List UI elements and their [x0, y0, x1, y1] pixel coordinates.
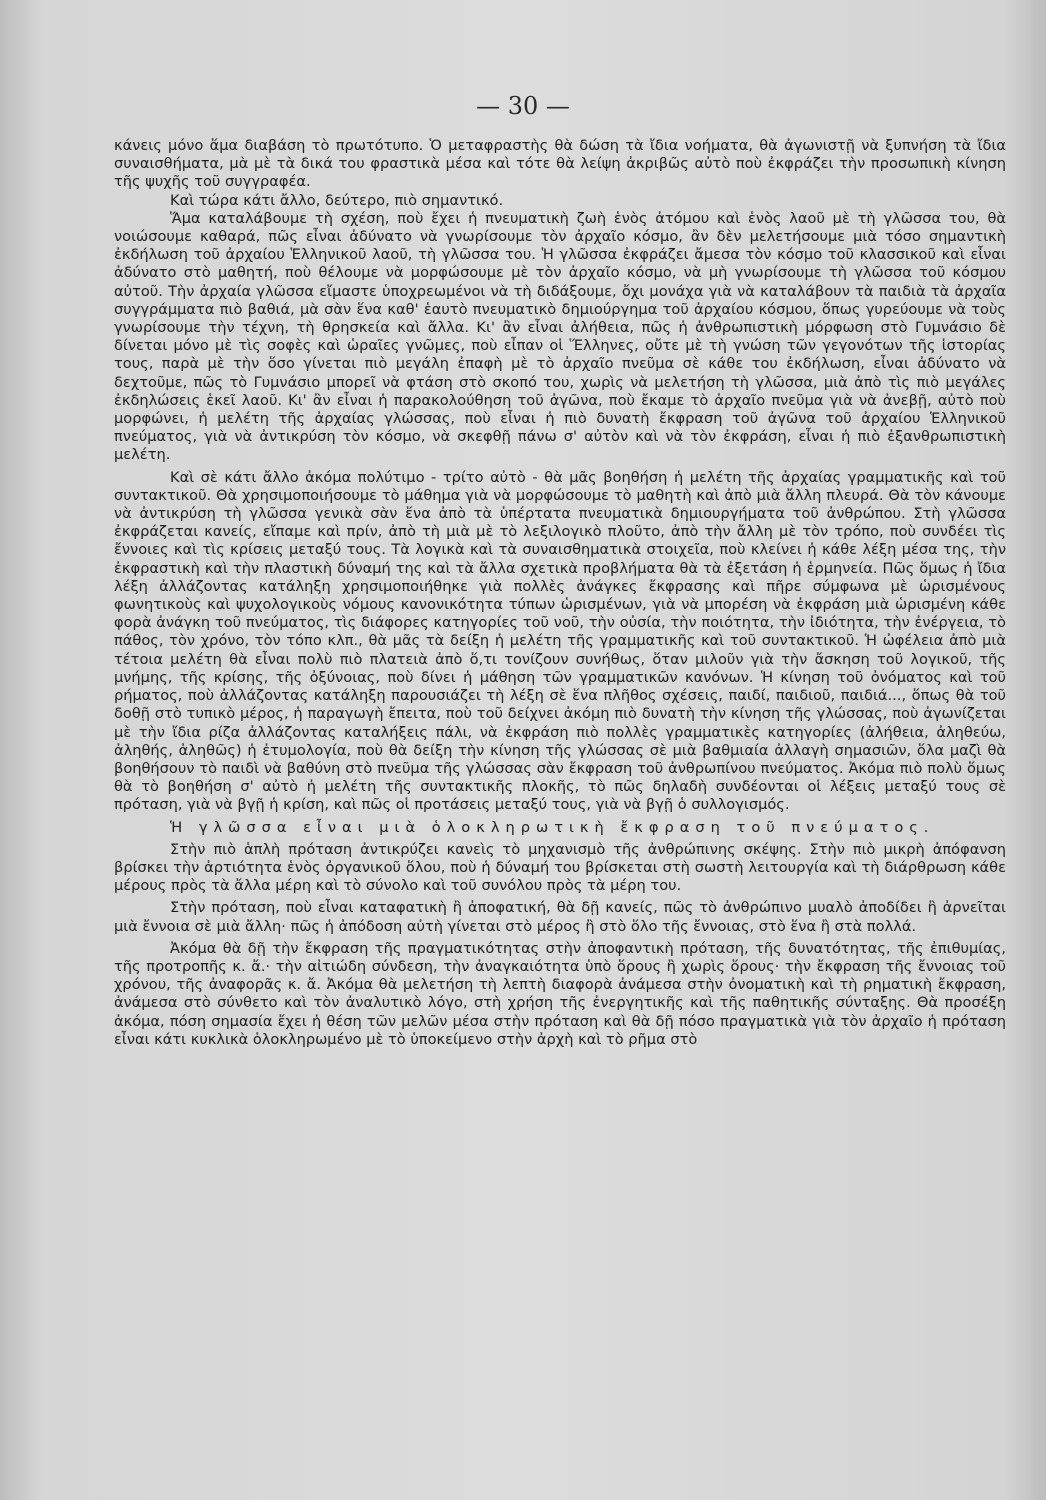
paragraph-second-point: Καὶ τώρα κάτι ἄλλο, δεύτερο, πιὸ σημαντικό.	[170, 191, 504, 209]
text-body	[114, 137, 1006, 1049]
paragraph-simple-sentence: Στὴν πιὸ ἁπλὴ πρόταση ἀντικρύζει κανεὶς τὸ μηχανισμὸ τῆς ἀνθρώπινης σκέψης. Στὴν πιὸ μικρὴ ἀπόφανση βρίσκει τὴν ἀρτιότητα ἑνὸς ὀργανικοῦ ὅλου, ποὺ ἡ δύναμή του βρίσκεται στὴ σωστὴ λειτουργία καὶ τὴ διάρθρωση κάθε μέρους πρὸς τὰ ἄλλα μέρη καὶ τὸ σύνολο καὶ τοῦ συνόλου πρὸς τὰ μέρη του.	[114, 840, 1006, 895]
paragraph-expression-of-reality: Ἀκόμα θὰ δῇ τὴν ἔκφραση τῆς πραγματικότητας στὴν ἀποφαντικὴ πρόταση, τῆς δυνατότητας, τῆς ἐπιθυμίας, τῆς προτροπῆς κ. ἄ.· τὴν αἰτιώδη σύνδεση, τὴν ἀναγκαιότητα ὑπὸ ὅρους ἢ χωρὶς ὅρους· τὴν ἔκφραση τῆς ἔννοιας τοῦ χρόνου, τῆς ἀναφορᾶς κ. ἄ. Ἀκόμα θὰ μελετήση τὴ λεπτὴ διαφορὰ ἀνάμεσα στὴν ὀνοματικὴ καὶ τὴ ρηματικὴ ἔκφραση, ἀνάμεσα στὸ σύνθετο καὶ τὸν ἀναλυτικὸ λόγο, στὴ χρήση τῆς ἐνεργητικῆς καὶ τῆς παθητικῆς σύνταξης. Θὰ προσέξη ἀκόμα, πόση σημασία ἔχει ἡ θέση τῶν μελῶν μέσα στὴν πρόταση καὶ θὰ δῇ πόσο πραγματικὰ γιὰ τὸν ἀρχαῖο ἡ πρόταση εἶναι κάτι κυκλικὰ ὁλοκληρωμένο μὲ τὸ ὑποκείμενο στὴν ἀρχὴ καὶ τὸ ρῆμα στὸ	[114, 939, 1006, 1048]
page-number: — 30 —	[476, 92, 570, 120]
paragraph-heading-statement: Ἡ γλῶσσα εἶναι μιὰ ὁλοκληρωτικὴ ἔκφραση τοῦ πνεύματος.	[170, 818, 935, 836]
paragraph-grammar-study: Καὶ σὲ κάτι ἄλλο ἀκόμα πολύτιμο - τρίτο αὐτὸ - θὰ μᾶς βοηθήση ἡ μελέτη τῆς ἀρχαίας γραμματικῆς καὶ τοῦ συντακτικοῦ. Θὰ χρησιμοποιήσουμε τὸ μάθημα γιὰ νὰ μορφώσουμε τὸ μαθητὴ καὶ ἀπὸ μιὰ ἄλλη πλευρά. Θὰ τὸν κάνουμε νὰ ἀντικρύση τὴ γλῶσσα γενικὰ σὰν ἕνα ἀπὸ τὰ ὑπέρτατα πνευματικὰ δημιουργήματα τοῦ ἀνθρώπου. Στὴ γλῶσσα ἐκφράζεται κανείς, εἴπαμε καὶ πρίν, ἀπὸ τὴ μιὰ μὲ τὸ λεξιλογικὸ πλοῦτο, ἀπὸ τὴν ἄλλη μὲ τὸν τρόπο, ποὺ συνδέει τὶς ἔννοιες καὶ τὶς κρίσεις μεταξύ τους. Τὰ λογικὰ καὶ τὰ συναισθηματικὰ στοιχεῖα, ποὺ κλείνει ἡ κάθε λέξη μέσα της, τὴν ἐκφραστικὴ καὶ τὴν πλαστικὴ δύναμή της καὶ τὰ ἄλλα σχετικὰ προβλήματα θὰ τὰ ἐξετάση ἡ ἑρμηνεία. Πῶς ὅμως ἡ ἴδια λέξη ἀλλάζοντας κατάληξη χρησιμοποιήθηκε γιὰ πολλὲς ἀνάγκες ἔκφρασης καὶ πῆρε σύμφωνα μὲ ὡρισμένους φωνητικοὺς καὶ ψυχολογικοὺς νόμους κανονικότητα τύπων ὡρισμένων, γιὰ νὰ μπορέση νὰ ἐκφράση μιὰ ὡρισμένη κάθε φορὰ ἀνάγκη τοῦ πνεύματος, τὶς διάφορες κατηγορίες τοῦ νοῦ, τὴν οὐσία, τὴν ποιότητα, τὴν ἰδιότητα, τὴν ἐνέργεια, τὸ πάθος, τὸν χρόνο, τὸν τόπο κλπ., θὰ μᾶς τὰ δείξη ἡ μελέτη τῆς γραμματικῆς καὶ τοῦ συντακτικοῦ. Ἡ ὠφέλεια ἀπὸ μιὰ τέτοια μελέτη θὰ εἶναι πολὺ πιὸ πλατειὰ ἀπὸ ὅ,τι τονίζουν συνήθως, ὅταν μιλοῦν γιὰ τὴν ἄσκηση τοῦ λογικοῦ, τῆς μνήμης, τῆς κρίσης, τῆς ὀξύνοιας, ποὺ δίνει ἡ μάθηση τῶν γραμματικῶν κανόνων. Ἡ κίνηση τοῦ ὀνόματος καὶ τοῦ ρήματος, ποὺ ἀλλάζοντας κατάληξη παρουσιάζει τὴ λέξη σὲ ἕνα πλῆθος σχέσεις, παιδί, παιδιοῦ, παιδιά..., ὅπως θὰ τοῦ δοθῇ στὸ τυπικὸ μέρος, ἡ παραγωγὴ ἔπειτα, ποὺ τοῦ δείχνει ἀκόμη πιὸ δυνατὴ τὴν κίνηση τῆς γλώσσας, ποὺ ἀγωνίζεται μὲ τὴν ἴδια ρίζα ἀλλάζοντας καταλήξεις πάλι, νὰ ἐκφράση πιὸ πολλὲς γραμματικὲς κατηγορίες (ἀλήθεια, ἀληθεύω, ἀληθής, ἀληθῶς) ἡ ἐτυμολογία, ποὺ θὰ δείξη τὴν κίνηση τῆς γλώσσας σὲ μιὰ βαθμιαία ἀλλαγὴ σημασιῶν, ὅλα μαζὶ θὰ βοηθήσουν τὸ παιδὶ νὰ βαθύνη στὸ πνεῦμα τῆς γλώσσας σὰν ἔκφραση τοῦ ἀνθρωπίνου πνεύματος. Ἀκόμα πιὸ πολὺ ὅμως θὰ τὸ βοηθήση σ' αὐτὸ ἡ μελέτη τῆς συντακτικῆς πλοκῆς, τὸ πῶς δηλαδὴ συνδέονται οἱ λέξεις μεταξύ τους σὲ πρόταση, γιὰ νὰ βγῇ ἡ κρίση, καὶ πῶς οἱ προτάσεις μεταξύ τους, γιὰ νὰ βγῇ ὁ συλλογισμός.	[114, 468, 1006, 814]
paragraph-affirmative-negative: Στὴν πρόταση, ποὺ εἶναι καταφατικὴ ἢ ἀποφατική, θὰ δῇ κανείς, πῶς τὸ ἀνθρώπινο μυαλὸ ἀποδίδει ἢ ἀρνεῖται μιὰ ἔννοια σὲ μιὰ ἄλλη· πῶς ἡ ἀπόδοση αὐτὴ γίνεται στὸ μέρος ἢ στὸ ὅλο τῆς ἔννοιας, στὸ ἕνα ἢ στὰ πολλά.	[114, 899, 1006, 935]
paragraph-language-and-spirit: Ἅμα καταλάβουμε τὴ σχέση, ποὺ ἔχει ἡ πνευματικὴ ζωὴ ἑνὸς ἀτόμου καὶ ἑνὸς λαοῦ μὲ τὴ γλῶσσα του, θὰ νοιώσουμε καθαρά, πῶς εἶναι ἀδύνατο νὰ γνωρίσουμε τὸν ἀρχαῖο κόσμο, ἂν δὲν μελετήσουμε μιὰ τόσο σημαντικὴ ἐκδήλωση τοῦ ἀρχαίου Ἑλληνικοῦ λαοῦ, τὴ γλῶσσα του. Ἡ γλῶσσα ἐκφράζει ἄμεσα τὸν κόσμο τοῦ κλασσικοῦ καὶ εἶναι ἀδύνατο στὸ μαθητή, ποὺ θέλουμε νὰ μορφώσουμε μὲ τὸν ἀρχαῖο κόσμο, νὰ μὴ γνωρίσουμε τὴ γλῶσσα τοῦ κόσμου αὐτοῦ. Τὴν ἀρχαία γλῶσσα εἴμαστε ὑποχρεωμένοι νὰ τὴ διδάξουμε, ὄχι μονάχα γιὰ νὰ καταλάβουν τὰ παιδιὰ τὰ ἀρχαῖα συγγράμματα πιὸ βαθιά, μὰ σὰν ἕνα καθ' ἑαυτὸ πνευματικὸ δημιούργημα τοῦ ἀρχαίου κόσμου, ὅπως γυρεύουμε νὰ τοὺς γνωρίσουμε τὴν τέχνη, τὴ θρησκεία καὶ ἄλλα. Κι' ἂν εἶναι ἀλήθεια, πῶς ἡ ἀνθρωπιστικὴ μόρφωση στὸ Γυμνάσιο δὲ δίνεται μόνο μὲ τὶς σοφὲς καὶ ὡραῖες γνῶμες, ποὺ εἶπαν οἱ Ἕλληνες, οὔτε μὲ τὴ γνώση τῶν γεγονότων τῆς ἱστορίας τους, παρὰ μὲ τὴν ὅσο γίνεται πιὸ μεγάλη ἐπαφὴ μὲ τὸ ἀρχαῖο πνεῦμα σὲ κάθε του ἐκδήλωση, εἶναι ἀδύνατο νὰ δεχτοῦμε, πῶς τὸ Γυμνάσιο μπορεῖ νὰ φτάση στὸ σκοπό του, χωρὶς νὰ μελετήση τὴ γλῶσσα, μιὰ ἀπὸ τὶς πιὸ μεγάλες ἐκδηλώσεις ἑκεῖ λαοῦ. Κι' ἂν εἶναι ἡ παρακολούθηση τοῦ ἀγῶνα, ποὺ ἔκαμε τὸ ἀρχαῖο πνεῦμα γιὰ νὰ ἀνεβῇ, αὐτὸ ποὺ μορφώνει, ἡ μελέτη τῆς ἀρχαίας γλώσσας, ποὺ εἶναι ἡ πιὸ δυνατὴ ἔκφραση τοῦ ἀγῶνα τοῦ ἀρχαίου Ἑλληνικοῦ πνεύματος, γιὰ νὰ ἀντικρύση τὸν κόσμο, νὰ σκεφθῇ πάνω σ' αὐτὸν καὶ νὰ τὸν ἐκφράση, εἶναι ἡ πιὸ ἐξανθρωπιστικὴ μελέτη.	[114, 209, 1006, 464]
paragraph-continuation: κάνεις μόνο ἅμα διαβάση τὸ πρωτότυπο. Ὁ μεταφραστὴς θὰ δώση τὰ ἴδια νοήματα, θὰ ἀγωνιστῇ νὰ ξυπνήση τὰ ἴδια συναισθήματα, μὰ μὲ τὰ δικά του φραστικὰ μέσα καὶ τότε θὰ λείψη ἀκριβῶς αὐτὸ ποὺ ἐκφράζει τὴν προσωπικὴ κίνηση τῆς ψυχῆς τοῦ συγγραφέα.	[114, 137, 1006, 191]
